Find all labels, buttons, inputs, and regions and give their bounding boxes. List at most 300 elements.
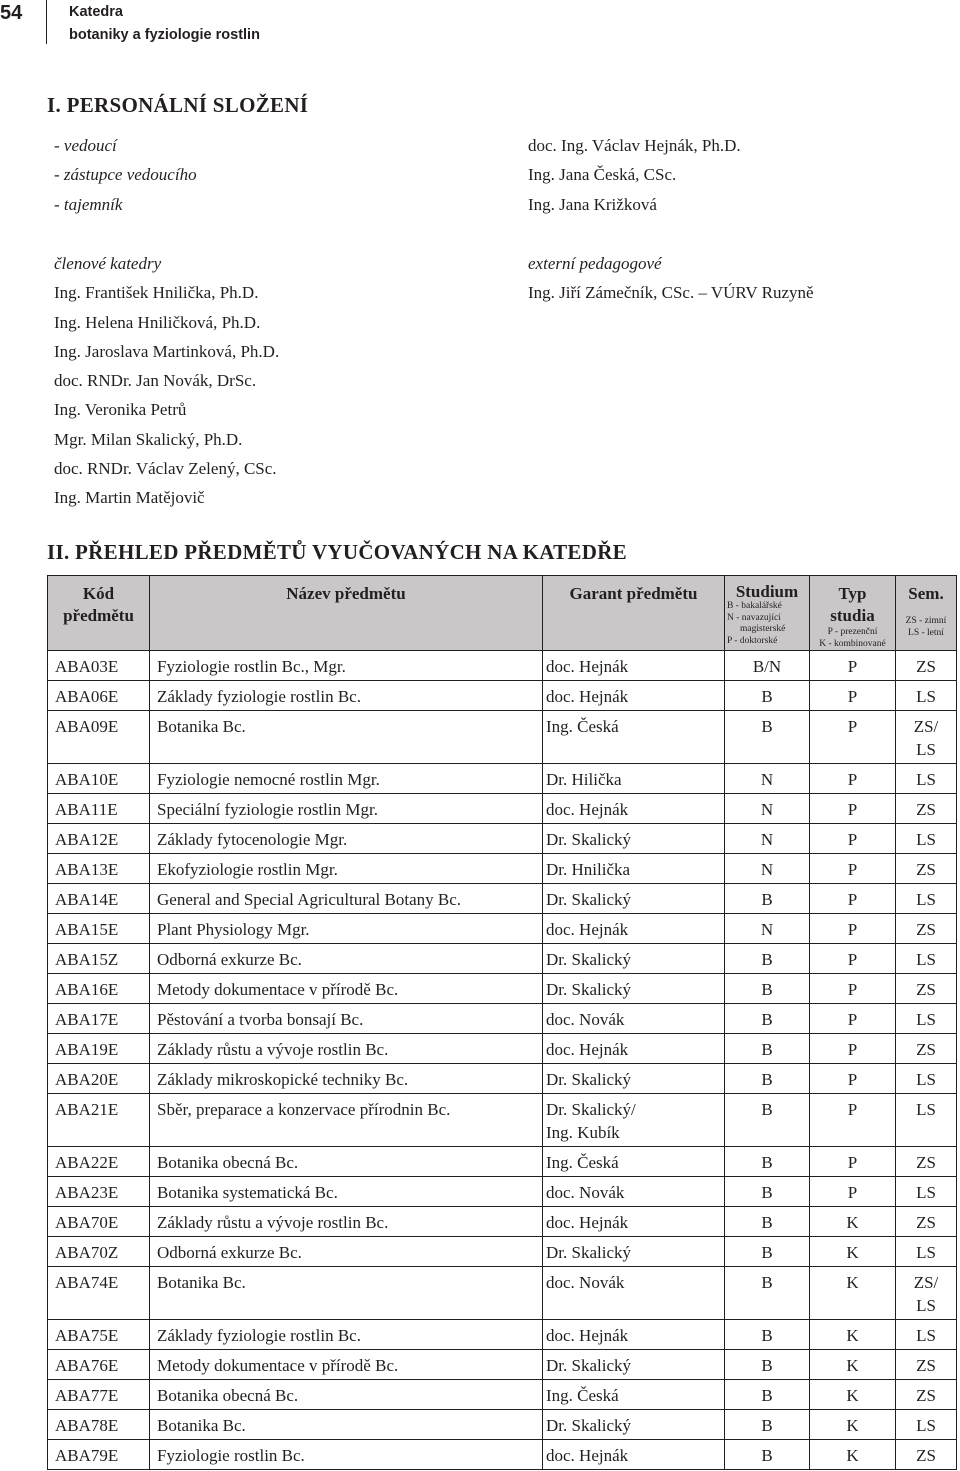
cell-garant — [543, 1267, 725, 1320]
cell-garant-text: Dr. Skalický — [546, 1416, 631, 1435]
cell-type-text: K — [846, 1273, 859, 1292]
cell-name-text: Botanika obecná Bc. — [157, 1386, 299, 1405]
table-row — [48, 1320, 957, 1350]
cell-garant — [543, 944, 725, 974]
cell-semester — [896, 884, 957, 914]
table-row — [48, 1440, 957, 1470]
study-header-title: Studium — [735, 582, 799, 601]
cell-type-text: P — [847, 860, 858, 879]
cell-semester — [896, 1440, 957, 1470]
cell-study-text: B — [761, 1070, 773, 1089]
cell-garant — [543, 1147, 725, 1177]
member-name: Ing. Jaroslava Martinková, Ph.D. — [54, 341, 280, 361]
cell-semester — [896, 1380, 957, 1410]
cell-type — [810, 1147, 896, 1177]
cell-study-text: N — [760, 920, 774, 939]
cell-code — [48, 854, 150, 884]
table-row — [48, 711, 957, 764]
cell-code — [48, 1004, 150, 1034]
cell-semester-text: LS — [916, 890, 936, 909]
cell-name-text: Základy fyziologie rostlin Bc. — [157, 1326, 361, 1345]
cell-garant-text: Dr. Hnilička — [546, 860, 631, 879]
cell-study-text: B — [761, 717, 773, 736]
cell-garant-text: Dr. Skalický — [546, 1356, 631, 1375]
cell-name — [150, 1034, 543, 1064]
cell-name-text: Odborná exkurze Bc. — [157, 1243, 302, 1262]
cell-semester-text: ZS — [916, 1153, 936, 1172]
cell-semester — [896, 1350, 957, 1380]
cell-semester-text: ZS/ — [913, 1273, 939, 1292]
cell-semester — [896, 711, 957, 764]
member-name: Ing. Martin Matějovič — [54, 488, 205, 508]
cell-type-text: P — [847, 1100, 858, 1119]
cell-study — [725, 1004, 810, 1034]
cell-garant-text: doc. Hejnák — [546, 800, 629, 819]
cell-study-text: N — [760, 860, 774, 879]
cell-type-text: P — [847, 657, 858, 676]
cell-garant-text: Dr. Skalický — [546, 830, 631, 849]
member-name: Ing. František Hnilička, Ph.D. — [54, 283, 259, 303]
cell-garant — [543, 974, 725, 1004]
cell-type-text: K — [846, 1386, 859, 1405]
cell-study-text: B — [761, 950, 773, 969]
cell-code — [48, 944, 150, 974]
cell-code-text: ABA79E — [55, 1446, 119, 1465]
cell-study-text: B — [761, 1386, 773, 1405]
external-member: Ing. Jiří Zámečník, CSc. – VÚRV Ruzyně — [528, 283, 814, 303]
member-name: doc. RNDr. Jan Novák, DrSc. — [54, 371, 257, 391]
cell-study — [725, 914, 810, 944]
cell-study — [725, 1320, 810, 1350]
cell-type — [810, 764, 896, 794]
cell-study — [725, 1207, 810, 1237]
cell-name — [150, 1410, 543, 1440]
cell-semester — [896, 1320, 957, 1350]
type-note: P - prezenční — [827, 627, 878, 637]
cell-study — [725, 1147, 810, 1177]
cell-name-text: Základy fytocenologie Mgr. — [157, 830, 348, 849]
external-label: externí pedagogové — [528, 254, 662, 273]
column-header-code — [48, 576, 150, 651]
study-note: N - navazující — [727, 612, 781, 623]
table-row — [48, 764, 957, 794]
cell-name — [150, 1350, 543, 1380]
cell-type — [810, 1064, 896, 1094]
cell-name — [150, 1177, 543, 1207]
cell-code — [48, 794, 150, 824]
cell-semester-text: ZS — [916, 1356, 936, 1375]
cell-code-text: ABA11E — [55, 800, 118, 819]
cell-code-text: ABA12E — [55, 830, 119, 849]
cell-study-text: B/N — [752, 657, 782, 676]
cell-name-text: General and Special Agricultural Botany Bc. — [157, 890, 462, 909]
cell-semester-text: ZS — [916, 800, 936, 819]
table-row — [48, 651, 957, 681]
cell-semester — [896, 1410, 957, 1440]
cell-code — [48, 1094, 150, 1147]
table-row — [48, 1380, 957, 1410]
cell-study — [725, 1440, 810, 1470]
cell-garant-text: Dr. Hilička — [546, 770, 622, 789]
cell-name-text: Metody dokumentace v přírodě Bc. — [157, 1356, 399, 1375]
cell-garant-text: Ing. Česká — [546, 717, 619, 736]
cell-garant — [543, 1064, 725, 1094]
member-name: doc. RNDr. Václav Zelený, CSc. — [54, 459, 277, 479]
cell-study — [725, 764, 810, 794]
cell-name — [150, 711, 543, 764]
table-row — [48, 914, 957, 944]
cell-garant — [543, 1237, 725, 1267]
cell-garant-text: Dr. Skalický — [546, 1070, 631, 1089]
semester-note: LS - letní — [908, 627, 944, 638]
cell-semester-text: LS — [916, 740, 936, 759]
cell-study-text: B — [761, 1040, 773, 1059]
cell-garant-text: Ing. Kubík — [546, 1123, 620, 1142]
roles-list — [54, 131, 197, 219]
study-note: magisterské — [740, 624, 786, 634]
member-name: Ing. Veronika Petrů — [54, 400, 187, 420]
cell-code-text: ABA23E — [55, 1183, 119, 1202]
cell-code — [48, 1177, 150, 1207]
cell-name-text: Botanika Bc. — [157, 1273, 246, 1292]
cell-garant — [543, 1380, 725, 1410]
cell-code-text: ABA17E — [55, 1010, 119, 1029]
cell-code-text: ABA06E — [55, 687, 119, 706]
role-label: - zástupce vedoucího — [54, 165, 197, 185]
cell-semester-text: ZS — [916, 1446, 936, 1465]
cell-study — [725, 944, 810, 974]
cell-name — [150, 824, 543, 854]
table-row — [48, 1064, 957, 1094]
cell-name — [150, 1267, 543, 1320]
cell-garant-text: doc. Hejnák — [546, 657, 629, 676]
cell-name-text: Fyziologie rostlin Bc., Mgr. — [157, 657, 346, 676]
cell-garant — [543, 1440, 725, 1470]
cell-garant-text: doc. Hejnák — [546, 1446, 629, 1465]
cell-semester — [896, 794, 957, 824]
cell-study-text: B — [761, 1183, 773, 1202]
cell-study-text: B — [761, 890, 773, 909]
cell-code — [48, 1267, 150, 1320]
cell-semester-text: ZS — [916, 920, 936, 939]
cell-study-text: B — [761, 1326, 773, 1345]
cell-code — [48, 1237, 150, 1267]
cell-semester — [896, 824, 957, 854]
cell-type-text: K — [846, 1416, 859, 1435]
cell-type-text: P — [847, 800, 858, 819]
cell-study-text: B — [761, 1213, 773, 1232]
cell-name — [150, 974, 543, 1004]
section-heading-personnel: I. PERSONÁLNÍ SLOŽENÍ — [47, 93, 309, 117]
cell-study-text: B — [761, 980, 773, 999]
cell-study — [725, 1350, 810, 1380]
cell-garant — [543, 914, 725, 944]
table-row — [48, 681, 957, 711]
cell-study — [725, 1034, 810, 1064]
cell-type — [810, 1237, 896, 1267]
cell-study-text: B — [761, 687, 773, 706]
cell-type — [810, 824, 896, 854]
type-note: K - kombinované — [819, 638, 886, 649]
cell-garant-text: Ing. Česká — [546, 1153, 619, 1172]
cell-semester-text: ZS/ — [913, 717, 939, 736]
cell-code — [48, 1380, 150, 1410]
cell-garant-text: Dr. Skalický — [546, 950, 631, 969]
cell-code-text: ABA15E — [55, 920, 119, 939]
cell-type — [810, 711, 896, 764]
cell-name-text: Základy růstu a vývoje rostlin Bc. — [157, 1213, 389, 1232]
role-holders-list — [528, 131, 741, 219]
cell-garant-text: doc. Novák — [546, 1183, 625, 1202]
cell-garant-text: Dr. Skalický/ — [546, 1100, 636, 1119]
cell-type — [810, 1034, 896, 1064]
cell-study — [725, 974, 810, 1004]
cell-type-text: P — [847, 980, 858, 999]
type-header-line1: Typ — [838, 584, 867, 603]
cell-semester — [896, 1147, 957, 1177]
cell-name-text: Botanika obecná Bc. — [157, 1153, 299, 1172]
cell-type — [810, 1004, 896, 1034]
cell-name — [150, 1094, 543, 1147]
cell-name — [150, 1320, 543, 1350]
cell-code-text: ABA74E — [55, 1273, 119, 1292]
cell-code-text: ABA76E — [55, 1356, 119, 1375]
table-row — [48, 974, 957, 1004]
page-number: 54 — [0, 2, 23, 24]
cell-name-text: Základy mikroskopické techniky Bc. — [157, 1070, 409, 1089]
cell-type-text: P — [847, 687, 858, 706]
cell-study — [725, 884, 810, 914]
cell-garant — [543, 651, 725, 681]
cell-garant — [543, 1004, 725, 1034]
cell-study-text: B — [761, 1243, 773, 1262]
cell-name-text: Sběr, preparace a konzervace přírodnin Bc. — [157, 1100, 451, 1119]
external-list — [528, 249, 814, 308]
cell-code-text: ABA16E — [55, 980, 119, 999]
cell-name-text: Základy růstu a vývoje rostlin Bc. — [157, 1040, 389, 1059]
cell-study-text: N — [760, 770, 774, 789]
cell-garant — [543, 1350, 725, 1380]
cell-name — [150, 651, 543, 681]
role-label: - vedoucí — [54, 136, 117, 155]
cell-type-text: P — [847, 1010, 858, 1029]
role-holder: Ing. Jana Križková — [528, 194, 657, 214]
cell-semester-text: ZS — [916, 1040, 936, 1059]
cell-study-text: N — [760, 800, 774, 819]
cell-code-text: ABA20E — [55, 1070, 119, 1089]
column-header-semester — [896, 576, 957, 651]
cell-semester-text: ZS — [916, 860, 936, 879]
department-title-line1: Katedra — [69, 4, 123, 20]
cell-type — [810, 914, 896, 944]
table-row — [48, 854, 957, 884]
cell-type — [810, 1350, 896, 1380]
cell-semester-text: LS — [916, 1243, 936, 1262]
cell-name-text: Plant Physiology Mgr. — [157, 920, 310, 939]
column-header-garant: Garant předmětu — [543, 576, 725, 651]
cell-code — [48, 1147, 150, 1177]
cell-semester — [896, 854, 957, 884]
cell-name-text: Fyziologie rostlin Bc. — [157, 1446, 305, 1465]
cell-code — [48, 681, 150, 711]
semester-note: ZS - zimní — [905, 616, 947, 626]
cell-code-text: ABA15Z — [55, 950, 119, 969]
column-header-type — [810, 576, 896, 651]
cell-garant-text: doc. Hejnák — [546, 1213, 629, 1232]
cell-study-text: B — [761, 1010, 773, 1029]
cell-name — [150, 884, 543, 914]
cell-study — [725, 651, 810, 681]
cell-type — [810, 1320, 896, 1350]
cell-study — [725, 681, 810, 711]
cell-name — [150, 944, 543, 974]
cell-garant — [543, 764, 725, 794]
cell-semester — [896, 651, 957, 681]
cell-semester-text: LS — [916, 950, 936, 969]
cell-garant — [543, 1177, 725, 1207]
cell-study — [725, 824, 810, 854]
cell-semester-text: LS — [916, 770, 936, 789]
cell-semester-text: ZS — [916, 980, 936, 999]
cell-semester-text: LS — [916, 1296, 936, 1315]
cell-type — [810, 651, 896, 681]
cell-type-text: K — [846, 1356, 859, 1375]
cell-type — [810, 1207, 896, 1237]
cell-study — [725, 1064, 810, 1094]
cell-name — [150, 854, 543, 884]
cell-semester-text: LS — [916, 830, 936, 849]
cell-semester-text: LS — [916, 1010, 936, 1029]
cell-garant — [543, 1320, 725, 1350]
table-row — [48, 1267, 957, 1320]
cell-type-text: P — [847, 1153, 858, 1172]
cell-semester — [896, 1094, 957, 1147]
cell-type-text: P — [847, 950, 858, 969]
cell-study — [725, 711, 810, 764]
cell-code — [48, 1207, 150, 1237]
cell-type — [810, 1094, 896, 1147]
cell-semester — [896, 1237, 957, 1267]
table-header-row — [48, 576, 957, 651]
cell-garant — [543, 884, 725, 914]
cell-garant-text: doc. Hejnák — [546, 1326, 629, 1345]
cell-type — [810, 1440, 896, 1470]
cell-garant-text: doc. Novák — [546, 1273, 625, 1292]
type-header-line2: studia — [830, 606, 875, 625]
cell-garant — [543, 1094, 725, 1147]
cell-type-text: P — [847, 770, 858, 789]
cell-semester — [896, 1177, 957, 1207]
cell-name — [150, 1380, 543, 1410]
cell-code — [48, 1064, 150, 1094]
cell-name — [150, 681, 543, 711]
cell-name-text: Základy fyziologie rostlin Bc. — [157, 687, 361, 706]
cell-name — [150, 1147, 543, 1177]
cell-type-text: P — [847, 920, 858, 939]
section-heading-subjects: II. PŘEHLED PŘEDMĚTŮ VYUČOVANÝCH NA KATEDŘE — [47, 540, 627, 564]
cell-garant-text: doc. Novák — [546, 1010, 625, 1029]
cell-garant-text: Dr. Skalický — [546, 890, 631, 909]
cell-code — [48, 914, 150, 944]
cell-type — [810, 1267, 896, 1320]
cell-code-text: ABA78E — [55, 1416, 119, 1435]
cell-type-text: K — [846, 1243, 859, 1262]
cell-code-text: ABA70Z — [55, 1243, 119, 1262]
cell-code-text: ABA22E — [55, 1153, 119, 1172]
cell-code-text: ABA70E — [55, 1213, 119, 1232]
cell-study — [725, 1380, 810, 1410]
cell-name — [150, 1004, 543, 1034]
members-label: členové katedry — [54, 254, 162, 273]
cell-garant — [543, 1034, 725, 1064]
cell-semester — [896, 764, 957, 794]
cell-name-text: Botanika systematická Bc. — [157, 1183, 338, 1202]
cell-semester — [896, 944, 957, 974]
cell-code-text: ABA19E — [55, 1040, 119, 1059]
cell-semester-text: LS — [916, 1326, 936, 1345]
cell-study-text: B — [761, 1153, 773, 1172]
cell-semester — [896, 1064, 957, 1094]
table-row — [48, 1094, 957, 1147]
role-label: - tajemník — [54, 194, 123, 214]
cell-name — [150, 1440, 543, 1470]
cell-type-text: K — [846, 1213, 859, 1232]
table-row — [48, 944, 957, 974]
cell-type — [810, 854, 896, 884]
table-row — [48, 884, 957, 914]
column-header-study — [725, 576, 810, 651]
cell-name — [150, 1207, 543, 1237]
cell-type — [810, 794, 896, 824]
cell-type-text: P — [847, 1183, 858, 1202]
cell-code — [48, 974, 150, 1004]
cell-semester-text: ZS — [916, 1213, 936, 1232]
cell-study-text: B — [761, 1446, 773, 1465]
cell-type — [810, 1410, 896, 1440]
column-header-name: Název předmětu — [150, 576, 543, 651]
cell-study — [725, 1237, 810, 1267]
cell-name — [150, 1237, 543, 1267]
cell-study-text: N — [760, 830, 774, 849]
member-name: Ing. Helena Hniličková, Ph.D. — [54, 312, 261, 332]
cell-type — [810, 974, 896, 1004]
cell-semester-text: ZS — [916, 1386, 936, 1405]
cell-code — [48, 884, 150, 914]
cell-study-text: B — [761, 1273, 773, 1292]
cell-name-text: Ekofyziologie rostlin Mgr. — [157, 860, 338, 879]
cell-code — [48, 824, 150, 854]
cell-semester — [896, 1004, 957, 1034]
cell-garant — [543, 1207, 725, 1237]
cell-type — [810, 944, 896, 974]
cell-name-text: Speciální fyziologie rostlin Mgr. — [157, 800, 378, 819]
table-row — [48, 794, 957, 824]
cell-type-text: P — [847, 717, 858, 736]
code-header-line2: předmětu — [63, 606, 134, 625]
cell-type-text: P — [847, 890, 858, 909]
members-list — [54, 249, 279, 513]
table-row — [48, 1034, 957, 1064]
cell-type-text: K — [846, 1326, 859, 1345]
cell-code — [48, 1350, 150, 1380]
study-note: P - doktorské — [727, 635, 778, 646]
role-holder: doc. Ing. Václav Hejnák, Ph.D. — [528, 136, 741, 155]
cell-study — [725, 1410, 810, 1440]
cell-garant-text: Dr. Skalický — [546, 980, 631, 999]
cell-semester — [896, 974, 957, 1004]
cell-name-text: Metody dokumentace v přírodě Bc. — [157, 980, 399, 999]
cell-code — [48, 1034, 150, 1064]
